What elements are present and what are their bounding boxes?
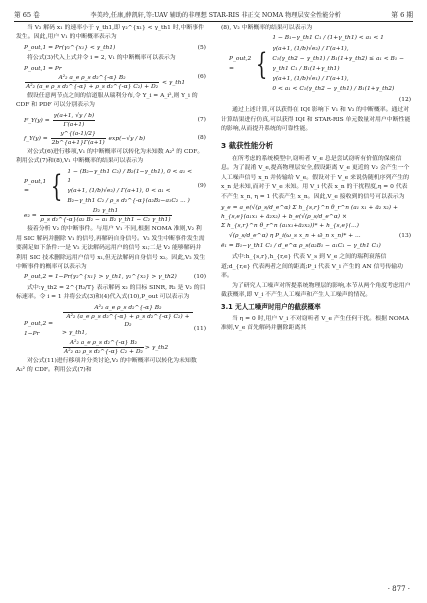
equation-11: P_out,2 = 1−Pr $\frac{\text{A²₂ a\_e ρ\_s d₂\textasciicircum{}\{-α\} B₂}}{\text{A²₂ (a\_e ρ\_s d₂\textasciicircum{}\{-α\} + ρ\_s d₂\textasciicircum{}\{-α\} C₂) + D₂}}$ > γ_th1, $\frac{\text{A²₂ a\_e ρ\_s d₂\textasciicircum{}\{-α\} B₂}}{\text{A²₂ a₂ ρ\_s d₂\textasciicircum{}\{-α\} C₂ + D₂}}$ > γ_th2 (11) (24, 304, 206, 355)
paragraph: 为了研究人工噪声对所提系统物理层的影响,本节从两个角度考虑用户截获概率,即 V_i 不产生人工噪声和产生人工噪声的情况。 (221, 282, 411, 298)
left-column (16, 24, 206, 376)
equation-12: P_out,2 = { 1 − B₁−γ_th1 C₁ / (1+γ_th1) < a₁ < 1 γ(a+1, (1/b)√e₂) / Γ(a+1), C₁(γ_th2 − γ_th1) / B₁(1+γ_th2) ≤ a₁ < B₁ − γ_th1 C₁ / B₁(1+γ_th1) γ(a+1, (1/b)√e₁) / Γ(a+1), 0 < a₁ < C₁(γ_th2 − γ_th1) / B₁(1+γ_th2) (229, 35, 405, 93)
paragraph: 接着分析 V₂ 的中断事件。与用户 V₁ 不同,根据 NOMA 准则,V₂ 利用 SIC 解码并删除 V₁ 的信号,再解码自身信号。V₂ 发生中断事件发生需要满足如下条件:一是 V₂ 无法解码远用户的信号 x₁;二是 V₂ 能够解码并利用 SIC 技术删除远用户信号 x₁,但无法解码自身信号 x₂。因此,V₂ 发生中断事件的概率可以表示为 (16, 226, 206, 270)
paragraph: 当 V₂ 解码 x₁ 的速率小于 γ_th1,即 γ₂^{x₁} < γ_th1 时,中断事件发生。因此,用户 V₁ 的中断概率表示为 (16, 25, 205, 41)
page-number: · 877 · (387, 585, 410, 593)
equation-9b: e₂ = $\frac{\text{D₂ γ\_th1}}{\text{ρ\_s d₂\textasciicircum{}\{-α\}(a₂ B₂ − a₁ B₂ γ\_th1 − C₂ γ\_th1)}}$ (24, 208, 171, 224)
paragraph: 通过上述计算,可以获得在 IQI 影响下 V₁ 和 V₂ 的中断概率。通过对计算结果进行仿真,可以获得 IQI 和 STAR-RIS 单元数量对用户中断性能的影响,从而提升系统的可靠性能。 (221, 107, 411, 133)
equation-13: y_e = a_e(√(ρ_s/d_e^α) Σ h_{s,r}^n θ_r^n (a₁ x₁ + ā₂ x₂) + h_{s,e}(a₁x₁ + ā₂x₂) + b_e(√(ρ_s/d_e^α) × Σ h_{s,r}^n θ_r^n (a₁x₁+ā₂x₂))* + h_{s,e}(...) √(ρ_s/d_e^α) η P_i(ω_s x_n + ω̄_n x_n)* + ... (13) ē₁ = B₁−γ_th1 C₁ / d_e^α ρ_s(a₂B₁ − a₁C₁ − γ_th1 C₁) (221, 204, 411, 250)
paragraph: 当 η = 0 时,用户 V_i 不对窃听者 V_e 产生任何干扰。根据 NOMA 准则,V_e 首先解码并删除距离其 (221, 315, 410, 332)
left-brace: { (51, 168, 63, 204)
paragraph: 在所考虑的系统模型中,窃听者 V_e 总是尝试窃听有价值的保密信息。为了混淆 V_e,提高物理层安全,假设距离 V_e 更近的 V₂ 会产生一个人工噪声信号 x_n 并传输给 V_e。假设对于 V_e 来说伪随机序列产生的 x_n 是未知,而对于 V_e 未知。用 V_i 代表 x_n 的干扰程度,η = 0 代表不产生 x_n, η = 1 代表产生 x_n。因此,V_e 接收到的信号可以表示为 (221, 155, 410, 200)
paragraph: 假设任意两节点之间的信道服从瑞利分布,令 Y_i = A_i²,则 Y_i 的 CDF 和 PDF 可以分别表示为 (16, 93, 198, 109)
equation-8: f_Y(y) = $\frac{y\^{}\{(a-1)/2\}}{2b\^{}\{a+1\}\Gamma(a+1)}$ exp(−√y / b) (8) (24, 130, 206, 146)
paragraph: 式中:γ_th2 = 2^{R₂/T} 表示解码 x₂ 的目标 SINR, R₂ 是 V₂ 的目标速率。令 i = 1 并将公式(3)和(4)代入式(10),P_out 可以表示为 (16, 284, 206, 301)
paragraph: (8), V₂ 中断概率的结果可以表示为 (221, 25, 313, 31)
equation-7: F_Y(y) = $\frac{\gamma(a+1, √y / b)}{\Gamma(a+1)}$ (7) (24, 112, 206, 128)
running-title: 李美玲,任康,薛凯轩,等:UAV 辅助的非理想 STAR-RIS 非正交 NOMA 物理层安全性能分析 (90, 11, 341, 19)
right-column: (8), V₂ 中断概率的结果可以表示为 P_out,2 = { 1 − B₁−γ_th1 C₁ / (1+γ_th1) < a₁ < 1 γ(a+1, (1/b)√e₂) / Γ(a+1), C₁(γ_th2 − γ_th1) / B₁(1+γ_th2) ≤ a₁ < B₁ − γ_th1 C₁ / B₁(1+γ_th1) γ(a+1, (1/b)√e₁) / Γ(a+1), 0 < a₁ < C₁(γ_th2 − γ_th1) / B₁(1+γ_th2) (12) 通过上述计算,可以获得在 IQI 影响下 V₁ 和 V₂ 的中断概率。通过对计算结果进行仿真,可以获得 IQI 和 STAR-RIS 单元数量对用户中断性能的影响,从而提升系统的可靠性能。 3 截获性能分析 在所考虑的系统模型中,窃听者 V_e 总是尝试窃听有价值的保密信息。为了混淆 V_e,提高物理层安全,假设距离 V_e 更近的 V₂ 会产生一个人工噪声信号 x_n 并传输给 V_e。假设对于 V_e 来说伪随机序列产生的 x_n 是未知,而对于 V_e 未知。用 V_i 代表 x_n 的干扰程度,η = 0 代表不产生 x_n, η = 1 代表产生 x_n。因此,V_e 接收到的信号可以表示为 y_e = a_e(√(ρ_s/d_e^α) Σ h_{s,r}^n θ_r^n (a₁ x₁ + ā₂ x₂) + h_{s,e}(a₁x₁ + ā₂x₂) + b_e(√(ρ_s/d_e^α) × Σ h_{s,r}^n θ_r^n (a₁x₁+ā₂x₂))* + h_{s,e}(...) √(ρ_s/d_e^α) η P_i(ω_s x_n + ω̄_n x_n)* + ... (13) ē₁ = B₁−γ_th1 C₁ / d_e^α ρ_s(a₂B₁ − a₁C₁ − γ_th1 C₁) 式中:h_{s,r},h_{r,e} 代表 V_s 到 V_e 之间的瑞利衰落信道;d_{r,e} 代表两者之间的距离;P_i 代表 V_i 产生的 AN 信号传输功率。 为了研究人工噪声对所提系统物理层的影响,本节从两个角度考虑用户截获概率,即 V_i 不产生人工噪声和产生人工噪声的情况。 3.1 无人工噪声时用户的截获概率 当 η = 0 时,用户 V_i 不对窃听者 V_e 产生任何干扰。根据 NOMA 准则,V_e 首先解码并删除距离其 (221, 24, 411, 334)
equation-10: P_out,2 = 1−Pr(γ₂^{x₁} > γ_th1, γ₂^{x₂} > γ_th2) (10) (24, 274, 206, 281)
running-header (14, 8, 413, 20)
issue-label: 第 6 期 (391, 11, 413, 19)
subsection-heading: 3.1 无人工噪声时用户的截获概率 (221, 303, 321, 312)
equation-5: P_out,1 = Pr(γ₂^{x₁} < γ_th1) (5) (24, 44, 206, 51)
header-rule (14, 21, 413, 22)
equation-6: P_out,1 = Pr $\frac{\text{A²₂ a\_e ρ\_s d₂\textasciicircum{}\{-α\} B₂}}{\text{A²₂ (a\_e ρ\_s d₂\textasciicircum{}\{-α\} + ρ\_s d₂\textasciicircum{}\{-α\} C₂) + D₂}}$ < γ_th1 (6) (24, 65, 206, 91)
paragraph: 将公式(3)代入上式并令 i = 2, V₁ 的中断概率可以表示为 (27, 55, 176, 62)
section-heading: 3 截获性能分析 (221, 141, 274, 151)
paragraph: 式中:h_{s,r},h_{r,e} 代表 V_s 到 V_e 之间的瑞利衰落信道;d_{r,e} 代表两者之间的距离;P_i 代表 V_i 产生的 AN 信号传输功率。 (221, 254, 404, 280)
left-brace: { (256, 46, 268, 82)
paragraph: 对公式(11)进行移项并分类讨论,V₂ 的中断概率可以转化为未知数 A₂² 的 CDF。利用公式(7)和 (16, 357, 197, 374)
volume-label: 第 65 卷 (14, 11, 40, 19)
paragraph: 对公式(6)进行移项,V₁ 的中断概率可以转化为未知数 A₂² 的 CDF。利用公式(7)和(8),V₁ 中断概率的结果可以表示为 (16, 148, 204, 165)
equation-9: P_out,1 = { 1 − (B₂−γ_th1 C₂) / B₂(1−γ_th1), 0 < a₁ < 1 γ(a+1, (1/b)√e₂) / Γ(a+1), 0 < a₁ < B₂−γ_th1 C₂ / ρ_s d₂^{-α}(a₂B₂−a₁C₂ ... ) (9) (24, 168, 206, 204)
